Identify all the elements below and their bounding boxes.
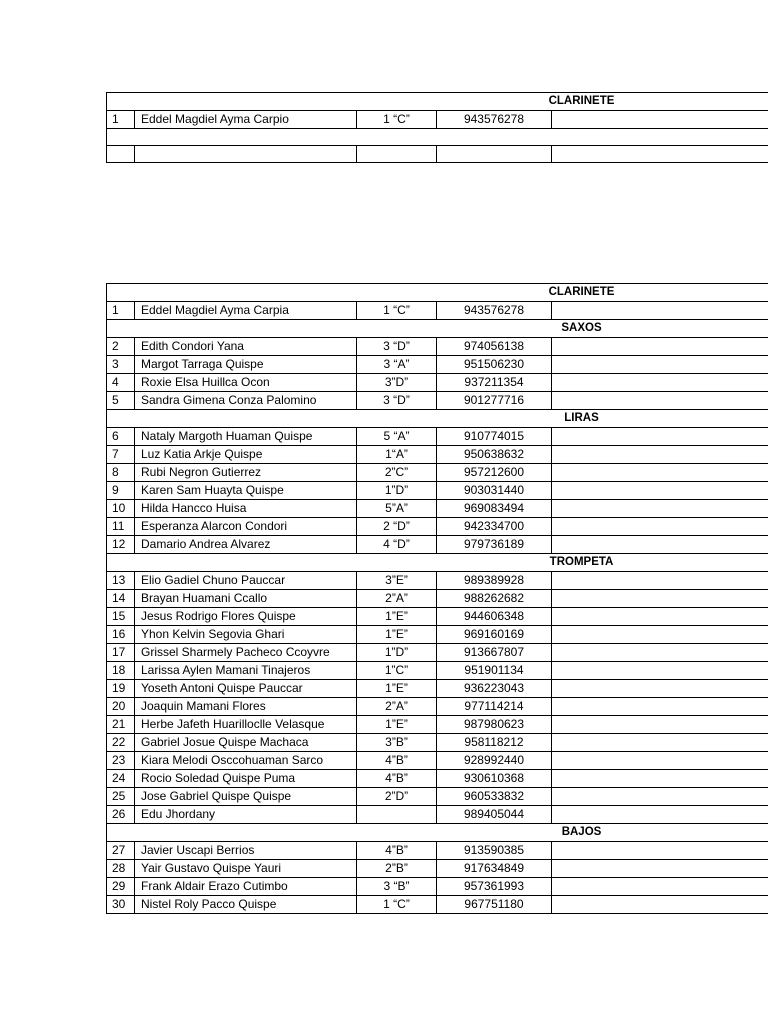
row-number: 1 xyxy=(107,111,135,129)
grade-section: 3 “D” xyxy=(357,392,437,410)
grade-section: 5”A” xyxy=(357,500,437,518)
table-row xyxy=(107,662,768,680)
table-row xyxy=(107,111,768,129)
table-row xyxy=(107,806,768,824)
row-number: 12 xyxy=(107,536,135,554)
grade-section: 1“A” xyxy=(357,446,437,464)
row-number: 15 xyxy=(107,608,135,626)
phone-number: 989389928 xyxy=(437,572,552,590)
empty-cell xyxy=(552,896,768,914)
table-row xyxy=(107,518,768,536)
grade-section: 2 “D” xyxy=(357,518,437,536)
empty-cell xyxy=(552,842,768,860)
table-row xyxy=(107,446,768,464)
empty-cell xyxy=(552,111,768,129)
phone-number: 901277716 xyxy=(437,392,552,410)
empty-cell xyxy=(552,146,768,163)
table-row xyxy=(107,482,768,500)
top-roster-table xyxy=(106,92,768,163)
empty-cell xyxy=(552,878,768,896)
table-row xyxy=(107,878,768,896)
row-number: 26 xyxy=(107,806,135,824)
section-header-row xyxy=(107,284,768,302)
empty-cell xyxy=(107,146,135,163)
grade-section: 1”E” xyxy=(357,680,437,698)
empty-cell xyxy=(552,680,768,698)
grade-section xyxy=(357,806,437,824)
student-name: Frank Aldair Erazo Cutimbo xyxy=(135,878,357,896)
empty-cell xyxy=(135,146,357,163)
grade-section: 3 “B” xyxy=(357,878,437,896)
empty-cell xyxy=(552,716,768,734)
row-number: 16 xyxy=(107,626,135,644)
row-number: 24 xyxy=(107,770,135,788)
table-row xyxy=(107,770,768,788)
row-number: 13 xyxy=(107,572,135,590)
empty-cell xyxy=(107,129,768,146)
section-title: BAJOS xyxy=(107,824,768,842)
student-name: Yair Gustavo Quispe Yauri xyxy=(135,860,357,878)
student-name: Jesus Rodrigo Flores Quispe xyxy=(135,608,357,626)
student-name: Rocio Soledad Quispe Puma xyxy=(135,770,357,788)
student-name: Grissel Sharmely Pacheco Ccoyvre xyxy=(135,644,357,662)
row-number: 7 xyxy=(107,446,135,464)
row-number: 8 xyxy=(107,464,135,482)
table-row xyxy=(107,392,768,410)
grade-section: 1”E” xyxy=(357,716,437,734)
grade-section: 2”C” xyxy=(357,464,437,482)
section-title: LIRAS xyxy=(107,410,768,428)
phone-number: 967751180 xyxy=(437,896,552,914)
grade-section: 3”E” xyxy=(357,572,437,590)
table-row xyxy=(107,608,768,626)
phone-number: 960533832 xyxy=(437,788,552,806)
student-name: Larissa Aylen Mamani Tinajeros xyxy=(135,662,357,680)
empty-cell xyxy=(552,536,768,554)
empty-cell xyxy=(552,626,768,644)
grade-section: 2”A” xyxy=(357,698,437,716)
empty-cell xyxy=(437,146,552,163)
empty-cell xyxy=(552,644,768,662)
empty-cell xyxy=(552,662,768,680)
empty-cell xyxy=(552,392,768,410)
phone-number: 951506230 xyxy=(437,356,552,374)
table-row xyxy=(107,356,768,374)
student-name: Javier Uscapi Berrios xyxy=(135,842,357,860)
empty-cell xyxy=(552,698,768,716)
grade-section: 3 “D” xyxy=(357,338,437,356)
grade-section: 1 “C” xyxy=(357,302,437,320)
phone-number: 910774015 xyxy=(437,428,552,446)
phone-number: 957361993 xyxy=(437,878,552,896)
student-name: Kiara Melodi Osccohuaman Sarco xyxy=(135,752,357,770)
row-number: 29 xyxy=(107,878,135,896)
section-header-row xyxy=(107,320,768,338)
student-name: Herbe Jafeth Huarilloclle Velasque xyxy=(135,716,357,734)
row-number: 21 xyxy=(107,716,135,734)
phone-number: 942334700 xyxy=(437,518,552,536)
grade-section: 3”B” xyxy=(357,734,437,752)
empty-cell xyxy=(552,374,768,392)
row-number: 14 xyxy=(107,590,135,608)
student-name: Esperanza Alarcon Condori xyxy=(135,518,357,536)
row-number: 30 xyxy=(107,896,135,914)
section-header-row xyxy=(107,824,768,842)
empty-cell xyxy=(552,428,768,446)
phone-number: 928992440 xyxy=(437,752,552,770)
phone-number: 943576278 xyxy=(437,111,552,129)
table-row xyxy=(107,734,768,752)
student-name: Roxie Elsa Huillca Ocon xyxy=(135,374,357,392)
grade-section: 5 “A” xyxy=(357,428,437,446)
student-name: Gabriel Josue Quispe Machaca xyxy=(135,734,357,752)
grade-section: 2”A” xyxy=(357,590,437,608)
row-number: 2 xyxy=(107,338,135,356)
student-name: Damario Andrea Alvarez xyxy=(135,536,357,554)
phone-number: 944606348 xyxy=(437,608,552,626)
table-row xyxy=(107,500,768,518)
phone-number: 977114214 xyxy=(437,698,552,716)
student-name: Hilda Hancco Huisa xyxy=(135,500,357,518)
table-row xyxy=(107,896,768,914)
phone-number: 930610368 xyxy=(437,770,552,788)
empty-cell xyxy=(552,356,768,374)
empty-cell xyxy=(552,518,768,536)
student-name: Jose Gabriel Quispe Quispe xyxy=(135,788,357,806)
table-row xyxy=(107,716,768,734)
table-row xyxy=(107,698,768,716)
student-name: Rubi Negron Gutierrez xyxy=(135,464,357,482)
student-name: Edu Jhordany xyxy=(135,806,357,824)
table-row xyxy=(107,536,768,554)
student-name: Eddel Magdiel Ayma Carpia xyxy=(135,302,357,320)
student-name: Brayan Huamani Ccallo xyxy=(135,590,357,608)
empty-row xyxy=(107,129,768,146)
student-name: Yoseth Antoni Quispe Pauccar xyxy=(135,680,357,698)
phone-number: 974056138 xyxy=(437,338,552,356)
grade-section: 1”D” xyxy=(357,644,437,662)
main-roster-table xyxy=(106,283,768,914)
student-name: Yhon Kelvin Segovia Ghari xyxy=(135,626,357,644)
phone-number: 979736189 xyxy=(437,536,552,554)
empty-cell xyxy=(552,482,768,500)
row-number: 23 xyxy=(107,752,135,770)
grade-section: 1”E” xyxy=(357,608,437,626)
grade-section: 1”D” xyxy=(357,482,437,500)
table-row xyxy=(107,752,768,770)
row-number: 22 xyxy=(107,734,135,752)
row-number: 5 xyxy=(107,392,135,410)
student-name: Nistel Roly Pacco Quispe xyxy=(135,896,357,914)
section-header-row xyxy=(107,410,768,428)
table-row xyxy=(107,590,768,608)
grade-section: 2”D” xyxy=(357,788,437,806)
student-name: Luz Katia Arkje Quispe xyxy=(135,446,357,464)
table-row xyxy=(107,302,768,320)
empty-cell xyxy=(552,752,768,770)
grade-section: 4”B” xyxy=(357,842,437,860)
student-name: Elio Gadiel Chuno Pauccar xyxy=(135,572,357,590)
row-number: 6 xyxy=(107,428,135,446)
empty-cell xyxy=(552,500,768,518)
row-number: 27 xyxy=(107,842,135,860)
grade-section: 2”B” xyxy=(357,860,437,878)
grade-section: 1”E” xyxy=(357,626,437,644)
empty-cell xyxy=(552,806,768,824)
row-number: 18 xyxy=(107,662,135,680)
empty-cell xyxy=(357,146,437,163)
grade-section: 1 “C” xyxy=(357,896,437,914)
empty-cell xyxy=(552,590,768,608)
section-header-row xyxy=(107,554,768,572)
empty-cell xyxy=(552,338,768,356)
row-number: 28 xyxy=(107,860,135,878)
student-name: Sandra Gimena Conza Palomino xyxy=(135,392,357,410)
empty-cell xyxy=(552,788,768,806)
section-title: CLARINETE xyxy=(107,93,768,111)
phone-number: 969160169 xyxy=(437,626,552,644)
empty-cell xyxy=(552,302,768,320)
grade-section: 4”B” xyxy=(357,752,437,770)
row-number: 17 xyxy=(107,644,135,662)
phone-number: 958118212 xyxy=(437,734,552,752)
row-number: 11 xyxy=(107,518,135,536)
empty-cell xyxy=(552,770,768,788)
section-title: SAXOS xyxy=(107,320,768,338)
phone-number: 913590385 xyxy=(437,842,552,860)
empty-cell xyxy=(552,860,768,878)
phone-number: 987980623 xyxy=(437,716,552,734)
table-row xyxy=(107,626,768,644)
grade-section: 1 “C” xyxy=(357,111,437,129)
phone-number: 917634849 xyxy=(437,860,552,878)
phone-number: 950638632 xyxy=(437,446,552,464)
row-number: 9 xyxy=(107,482,135,500)
student-name: Joaquin Mamani Flores xyxy=(135,698,357,716)
section-title: TROMPETA xyxy=(107,554,768,572)
empty-cell xyxy=(552,464,768,482)
table-row xyxy=(107,644,768,662)
phone-number: 943576278 xyxy=(437,302,552,320)
table-row xyxy=(107,374,768,392)
table-row xyxy=(107,860,768,878)
row-number: 20 xyxy=(107,698,135,716)
table-row xyxy=(107,788,768,806)
phone-number: 969083494 xyxy=(437,500,552,518)
row-number: 25 xyxy=(107,788,135,806)
table-row xyxy=(107,842,768,860)
table-row xyxy=(107,464,768,482)
empty-cell xyxy=(552,572,768,590)
phone-number: 957212600 xyxy=(437,464,552,482)
section-title: CLARINETE xyxy=(107,284,768,302)
grade-section: 3 “A” xyxy=(357,356,437,374)
phone-number: 988262682 xyxy=(437,590,552,608)
row-number: 10 xyxy=(107,500,135,518)
table-row xyxy=(107,572,768,590)
student-name: Edith Condori Yana xyxy=(135,338,357,356)
row-number: 3 xyxy=(107,356,135,374)
empty-cell xyxy=(552,734,768,752)
empty-cell xyxy=(552,608,768,626)
row-number: 19 xyxy=(107,680,135,698)
phone-number: 903031440 xyxy=(437,482,552,500)
grade-section: 1”C” xyxy=(357,662,437,680)
grade-section: 4”B” xyxy=(357,770,437,788)
student-name: Nataly Margoth Huaman Quispe xyxy=(135,428,357,446)
empty-cell xyxy=(552,446,768,464)
empty-row xyxy=(107,146,768,163)
section-header-row xyxy=(107,93,768,111)
student-name: Karen Sam Huayta Quispe xyxy=(135,482,357,500)
table-row xyxy=(107,338,768,356)
table-row xyxy=(107,428,768,446)
phone-number: 951901134 xyxy=(437,662,552,680)
phone-number: 989405044 xyxy=(437,806,552,824)
student-name: Margot Tarraga Quispe xyxy=(135,356,357,374)
grade-section: 3”D” xyxy=(357,374,437,392)
grade-section: 4 “D” xyxy=(357,536,437,554)
phone-number: 936223043 xyxy=(437,680,552,698)
phone-number: 937211354 xyxy=(437,374,552,392)
student-name: Eddel Magdiel Ayma Carpio xyxy=(135,111,357,129)
row-number: 1 xyxy=(107,302,135,320)
row-number: 4 xyxy=(107,374,135,392)
table-row xyxy=(107,680,768,698)
phone-number: 913667807 xyxy=(437,644,552,662)
main-roster-body xyxy=(107,284,768,914)
